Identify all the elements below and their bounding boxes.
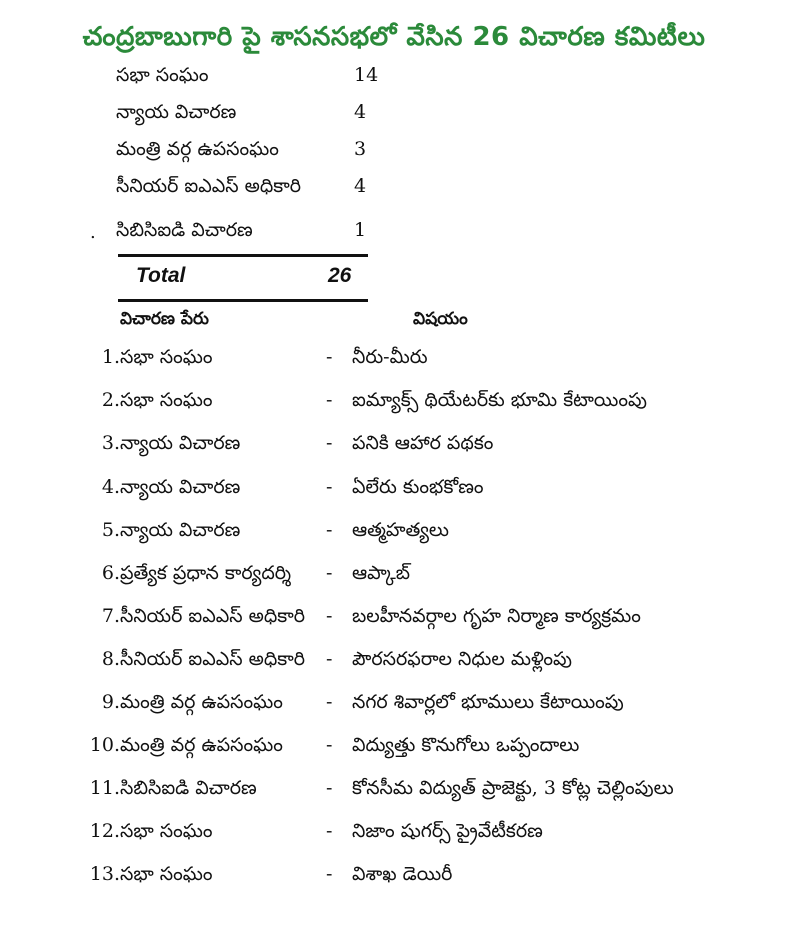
item-committee: న్యాయ విచారణ xyxy=(120,476,241,498)
item-dash: - xyxy=(326,820,333,842)
item-dash: - xyxy=(326,562,333,584)
summary-count: 1 xyxy=(354,219,367,241)
item-committee: సీనియర్ ఐఎఎస్ అధికారి xyxy=(120,648,305,670)
item-committee: న్యాయ విచారణ xyxy=(120,519,241,541)
item-committee: సభా సంఘం xyxy=(120,820,213,842)
item-committee: సభా సంఘం xyxy=(120,346,213,368)
item-number: 1. xyxy=(101,346,120,368)
summary-row xyxy=(116,64,379,94)
summary-count: 3 xyxy=(354,138,367,160)
item-number: 7. xyxy=(101,605,120,627)
item-subject: పౌరసరఫరాల నిధుల మళ్లింపు xyxy=(352,648,572,670)
item-committee: సీనియర్ ఐఎఎస్ అధికారి xyxy=(120,605,305,627)
list-item xyxy=(0,562,788,594)
item-number: 10. xyxy=(89,734,120,756)
item-subject: విశాఖ డెయిరీ xyxy=(352,863,453,885)
list-item xyxy=(0,389,788,421)
summary-row xyxy=(116,175,376,205)
item-subject: ఏలేరు కుంభకోణం xyxy=(352,476,484,498)
item-subject: పనికి ఆహార పథకం xyxy=(352,432,494,454)
summary-label: మంత్రి వర్గ ఉపసంఘం xyxy=(116,138,279,160)
item-number: 2. xyxy=(101,389,120,411)
list-item xyxy=(0,476,788,508)
item-subject: నీరు-మీరు xyxy=(352,346,428,368)
item-subject: బలహీనవర్గాల గృహ నిర్మాణ కార్యక్రమం xyxy=(352,605,641,627)
item-dash: - xyxy=(326,648,333,670)
item-dash: - xyxy=(326,346,333,368)
item-dash: - xyxy=(326,519,333,541)
list-item xyxy=(0,605,788,637)
summary-row xyxy=(116,138,376,168)
item-dash: - xyxy=(326,777,333,799)
item-committee: సభా సంఘం xyxy=(120,389,213,411)
column-header-name: విచారణ పేరు xyxy=(120,309,209,329)
divider-top xyxy=(118,254,368,257)
item-subject: కోనసీమ విద్యుత్ ప్రాజెక్టు, 3 కోట్ల చెల్లింపులు xyxy=(352,777,674,799)
item-committee: ప్రత్యేక ప్రధాన కార్యదర్శి xyxy=(120,562,292,584)
summary-label: సభా సంఘం xyxy=(116,64,209,86)
item-number: 6. xyxy=(101,562,120,584)
item-subject: ఆప్కాబ్ xyxy=(352,562,411,584)
summary-label: సిబిసిఐడి విచారణ xyxy=(116,219,253,241)
bullet-mark: . xyxy=(90,222,96,243)
item-dash: - xyxy=(326,432,333,454)
item-dash: - xyxy=(326,691,333,713)
item-dash: - xyxy=(326,863,333,885)
item-subject: ఆత్మహత్యలు xyxy=(352,519,449,541)
list-item xyxy=(0,863,788,895)
summary-row xyxy=(116,219,376,249)
item-committee: మంత్రి వర్గ ఉపసంఘం xyxy=(120,691,283,713)
item-committee: సిబిసిఐడి విచారణ xyxy=(120,777,257,799)
summary-count: 4 xyxy=(354,101,367,123)
item-number: 4. xyxy=(101,476,120,498)
item-number: 13. xyxy=(89,863,120,885)
item-subject: ఐమ్యాక్స్ థియేటర్‌కు భూమి కేటాయింపు xyxy=(352,389,647,411)
list-item xyxy=(0,648,788,680)
item-committee: సభా సంఘం xyxy=(120,863,213,885)
item-number: 12. xyxy=(89,820,120,842)
summary-label: సీనియర్ ఐఎఎస్ అధికారి xyxy=(116,175,301,197)
total-label: Total xyxy=(136,264,186,287)
summary-row xyxy=(116,101,376,131)
list-item xyxy=(0,691,788,723)
column-header-subject: విషయం xyxy=(413,309,468,329)
summary-count: 4 xyxy=(354,175,367,197)
summary-count: 14 xyxy=(354,64,379,86)
item-subject: విద్యుత్తు కొనుగోలు ఒప్పందాలు xyxy=(352,734,580,756)
list-item xyxy=(0,734,788,766)
item-committee: న్యాయ విచారణ xyxy=(120,432,241,454)
item-number: 11. xyxy=(89,777,120,799)
item-number: 5. xyxy=(101,519,120,541)
item-dash: - xyxy=(326,605,333,627)
item-subject: నిజాం షుగర్స్ ప్రైవేటీకరణ xyxy=(352,820,543,842)
list-item xyxy=(0,346,788,378)
item-number: 8. xyxy=(101,648,120,670)
divider-bottom xyxy=(118,299,368,302)
item-committee: మంత్రి వర్గ ఉపసంఘం xyxy=(120,734,283,756)
page-title: చంద్రబాబుగారి పై శాసనసభలో వేసిన 26 విచారణ కమిటీలు xyxy=(82,22,706,52)
item-subject: నగర శివార్లలో భూములు కేటాయింపు xyxy=(352,691,624,713)
item-dash: - xyxy=(326,389,333,411)
list-item xyxy=(0,432,788,464)
item-dash: - xyxy=(326,734,333,756)
item-number: 3. xyxy=(101,432,120,454)
total-value: 26 xyxy=(328,264,352,287)
item-dash: - xyxy=(326,476,333,498)
summary-label: న్యాయ విచారణ xyxy=(116,101,237,123)
list-item xyxy=(0,519,788,551)
list-item xyxy=(0,777,788,809)
item-number: 9. xyxy=(101,691,120,713)
list-item xyxy=(0,820,788,852)
